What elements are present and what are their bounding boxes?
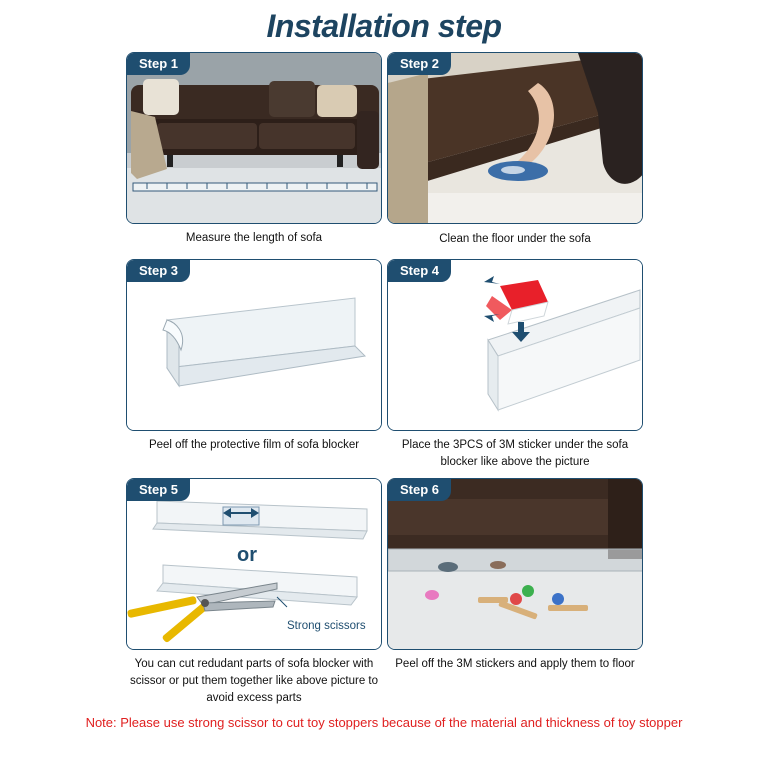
- step-4-frame: [387, 259, 643, 431]
- step-2-tab: Step 2: [388, 53, 451, 75]
- step-5-image: [127, 479, 382, 650]
- page-title: Installation step: [266, 8, 502, 44]
- step-2-image: [388, 53, 643, 224]
- step-4-image: [388, 260, 643, 431]
- step-5-caption: You can cut redudant parts of sofa blocker with scissor or put them together like above picture to avoid excess parts: [129, 658, 378, 704]
- note-text: Note: Please use strong scissor to cut toy stoppers because of the material and thickness of toy stopper: [85, 715, 683, 730]
- step-1-caption: Measure the length of sofa: [185, 232, 323, 244]
- step-2-caption: Clean the floor under the sofa: [439, 233, 591, 245]
- step-3-frame: [126, 259, 382, 431]
- step-1-frame: [126, 52, 382, 224]
- step-5-tab: Step 5: [127, 479, 190, 501]
- step-6-tab: Step 6: [388, 479, 451, 501]
- step-5-frame: [126, 478, 382, 650]
- step-5-or-text: or: [237, 544, 257, 566]
- step-1-tab: Step 1: [127, 53, 190, 75]
- step-4-tab: Step 4: [388, 260, 451, 282]
- step-3-caption: Peel off the protective film of sofa blocker: [148, 439, 360, 451]
- step-6-frame: [387, 478, 643, 650]
- step-3-image: [127, 260, 382, 431]
- step-5-scissors-label: Strong scissors: [287, 620, 366, 632]
- step-1-image: [127, 53, 382, 224]
- step-3-tab: Step 3: [127, 260, 190, 282]
- step-6-image: [388, 479, 643, 650]
- step-6-caption: Peel off the 3M stickers and apply them to floor: [395, 658, 635, 670]
- step-4-caption: Place the 3PCS of 3M sticker under the sofa blocker like above the picture: [401, 439, 629, 468]
- step-2-frame: [387, 52, 643, 224]
